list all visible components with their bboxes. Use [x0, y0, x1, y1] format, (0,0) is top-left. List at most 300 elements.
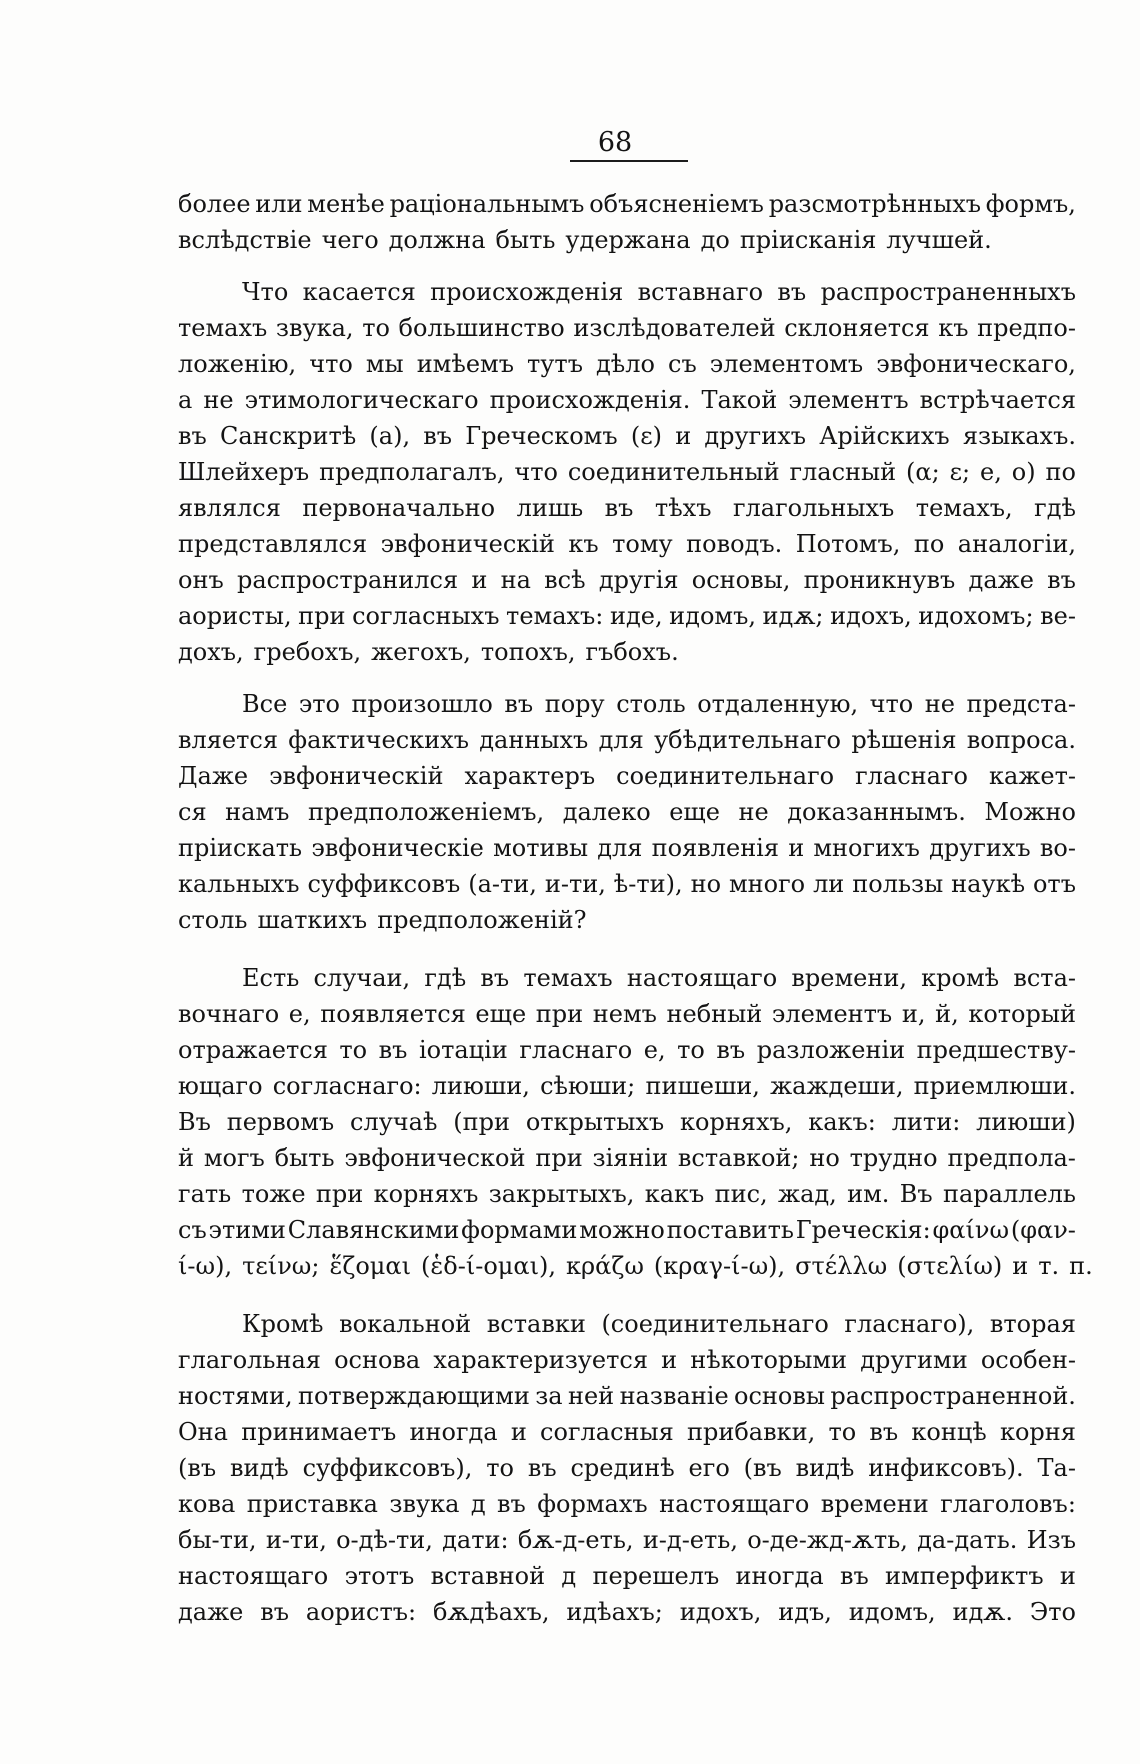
page-number: 68: [597, 127, 633, 158]
word: немъ: [592, 1000, 657, 1028]
word: пріискать: [178, 834, 303, 862]
word: гать: [178, 1180, 232, 1208]
word: шаткихъ: [257, 906, 368, 934]
text-line: [178, 382, 1076, 418]
word: параллель: [942, 1180, 1076, 1208]
word: пис,: [714, 1180, 768, 1208]
word: гласный: [789, 458, 897, 486]
word: и: [471, 566, 488, 594]
word: согласнаго:: [272, 1072, 422, 1100]
word: στέλλω: [795, 1252, 888, 1280]
word: раціональнымъ: [389, 190, 585, 218]
word: инфиксовъ).: [868, 1454, 1024, 1482]
text-line: [178, 1450, 1076, 1486]
word: еще: [669, 798, 720, 826]
word: темахъ:: [506, 602, 604, 630]
paragraph-gap: [178, 258, 1076, 274]
word: случаѣ: [350, 1108, 438, 1136]
word: идъ,: [778, 1598, 832, 1626]
word: къ: [938, 314, 969, 342]
word: съ: [178, 1216, 207, 1244]
word: происхожденія.: [489, 386, 691, 414]
word: тому: [612, 530, 673, 558]
word: корня: [999, 1418, 1076, 1446]
word: приемлюши.: [913, 1072, 1076, 1100]
word: до: [700, 226, 730, 254]
word: то: [677, 1036, 705, 1064]
word: по: [913, 530, 945, 558]
word: звука: [389, 1490, 460, 1518]
word: въ: [527, 1454, 557, 1482]
word: принимаетъ: [241, 1418, 397, 1446]
word: глагольныхъ: [732, 494, 895, 522]
word: гласнаго),: [844, 1310, 975, 1338]
word: эвфоническаго,: [876, 350, 1076, 378]
word: гдѣ: [424, 964, 467, 992]
word: (а-ти,: [468, 870, 537, 898]
word: вставной: [430, 1562, 546, 1590]
word: времени: [820, 1490, 929, 1518]
text-line: [178, 1212, 1076, 1248]
word: вста-: [1013, 964, 1076, 992]
word: что: [309, 350, 353, 378]
body-text: [178, 186, 1093, 1630]
text-line: [178, 1378, 1076, 1414]
word: кальныхъ: [178, 870, 300, 898]
word: то: [486, 1454, 514, 1482]
word: пишеши,: [645, 1072, 760, 1100]
text-line: [178, 1594, 1076, 1630]
word: всѣ: [544, 566, 586, 594]
word: другихъ: [704, 422, 807, 450]
text-line: [178, 1558, 1076, 1594]
word: изслѣдователей: [573, 314, 776, 342]
word: Она: [178, 1418, 228, 1446]
word: Славянскими: [287, 1216, 460, 1244]
word: и-д-еть,: [642, 1526, 738, 1554]
word: ней: [567, 1382, 615, 1410]
word: и: [1059, 1562, 1076, 1590]
word: кова: [178, 1490, 236, 1518]
word: зіяніи: [592, 1144, 669, 1172]
word: столь: [178, 906, 248, 934]
word: вслѣдствіе: [178, 226, 312, 254]
word: отъ: [1032, 870, 1076, 898]
word: идѣахъ;: [566, 1598, 663, 1626]
word: по: [1045, 458, 1076, 486]
word: Та-: [1037, 1454, 1076, 1482]
word: могъ: [203, 1144, 265, 1172]
word: въ: [504, 690, 534, 718]
word: (въ: [743, 1454, 782, 1482]
text-line: [178, 686, 1076, 722]
word: въ: [839, 1562, 869, 1590]
word: еще: [475, 1000, 527, 1028]
word: какъ:: [808, 1108, 876, 1136]
word: Изъ: [1026, 1526, 1076, 1554]
text-line: [178, 1032, 1076, 1068]
text-line: [178, 526, 1076, 562]
word: и-ти,: [265, 1526, 327, 1554]
word: суффиксовъ: [307, 870, 461, 898]
word: пору: [544, 690, 605, 718]
paragraph-2: [178, 274, 1076, 670]
word: и: [661, 1346, 678, 1374]
word: намъ: [225, 798, 290, 826]
word: кромѣ: [921, 964, 1000, 992]
word: идѫ.: [952, 1598, 1013, 1626]
word: бѫдѣахъ,: [432, 1598, 550, 1626]
word: (ἑδ-ί-ομαι),: [421, 1252, 557, 1280]
word: съ: [668, 350, 697, 378]
text-line: [178, 1176, 1076, 1212]
word: гласнаго: [855, 762, 969, 790]
text-line: [178, 1104, 1076, 1140]
text-line: [178, 562, 1076, 598]
word: формами: [461, 1216, 578, 1244]
text-line: [178, 222, 1076, 258]
text-line: [178, 634, 1076, 670]
word: τείνω;: [242, 1252, 320, 1280]
word: темахъ: [523, 964, 613, 992]
word: ἕζομαι: [329, 1252, 412, 1280]
word: поставить: [666, 1216, 794, 1244]
word: Въ: [178, 1108, 211, 1136]
word: въ: [1047, 566, 1076, 594]
word: (ε): [630, 422, 662, 450]
word: имперфиктъ: [885, 1562, 1044, 1590]
word: основа: [334, 1346, 421, 1374]
word: жад,: [778, 1180, 837, 1208]
word: предста-: [966, 690, 1076, 718]
word: основы,: [691, 566, 791, 594]
word: ющаго: [178, 1072, 263, 1100]
text-line: [178, 1414, 1076, 1450]
text-line: [178, 490, 1076, 526]
word: (въ: [178, 1454, 217, 1482]
word: и-ти,: [544, 870, 606, 898]
word: т.: [1038, 1252, 1060, 1280]
word: бы-ти,: [178, 1526, 257, 1554]
word: лучшей.: [886, 226, 992, 254]
text-line: [178, 274, 1076, 310]
word: Потомъ,: [795, 530, 901, 558]
word: и,: [901, 1000, 926, 1028]
text-line: [178, 996, 1076, 1032]
word: формъ,: [985, 190, 1076, 218]
word: быть: [495, 226, 556, 254]
word: проникнувъ: [803, 566, 956, 594]
paragraph-gap: [178, 670, 1076, 686]
text-line: [178, 866, 1076, 902]
word: къ: [568, 530, 599, 558]
word: для: [597, 834, 643, 862]
word: этими: [208, 1216, 286, 1244]
word: многихъ: [813, 834, 920, 862]
word: Такой: [701, 386, 778, 414]
word: при: [298, 602, 346, 630]
word: то: [339, 1036, 368, 1064]
word: элементъ: [788, 386, 909, 414]
word: какъ: [644, 1180, 705, 1208]
word: (φαν-: [1010, 1216, 1076, 1244]
word: согласныхъ: [352, 602, 500, 630]
word: можно: [579, 1216, 665, 1244]
word: соединительнаго: [616, 762, 835, 790]
word: идохомъ;: [918, 602, 1034, 630]
word: другими: [860, 1346, 968, 1374]
word: времени,: [791, 964, 907, 992]
word: убѣдительнаго: [654, 726, 841, 754]
word: этимологическаго: [244, 386, 479, 414]
word: топохъ,: [480, 638, 576, 666]
word: встрѣчается: [919, 386, 1076, 414]
word: тутъ: [527, 350, 583, 378]
word: названіе: [619, 1382, 729, 1410]
word: въ: [423, 422, 453, 450]
word: менѣе: [307, 190, 385, 218]
word: въ: [869, 1418, 899, 1446]
word: лити:: [891, 1108, 961, 1136]
word: не: [203, 386, 234, 414]
word: гребохъ,: [253, 638, 362, 666]
word: случаи,: [313, 964, 411, 992]
word: разложеніи: [756, 1036, 906, 1064]
word: й: [178, 1144, 194, 1172]
word: но: [690, 870, 722, 898]
word: вставки: [486, 1310, 586, 1338]
word: элементомъ: [709, 350, 864, 378]
word: за: [535, 1382, 563, 1410]
word: должна: [388, 226, 486, 254]
paragraph-4: [178, 960, 1093, 1284]
word: характеризуется: [433, 1346, 648, 1374]
word: и: [510, 1418, 527, 1446]
word: рѣшенія: [851, 726, 957, 754]
word: основы: [734, 1382, 825, 1410]
word: о): [1011, 458, 1036, 486]
word: видѣ: [795, 1454, 855, 1482]
text-line: [178, 310, 1076, 346]
word: вокальной: [339, 1310, 472, 1338]
word: (соединительнаго: [601, 1310, 829, 1338]
word: касается: [302, 278, 416, 306]
word: иде,: [609, 602, 663, 630]
word: въ: [604, 494, 634, 522]
word: приставка: [246, 1490, 378, 1518]
word: корняхъ: [373, 1180, 479, 1208]
word: е,: [643, 1036, 666, 1064]
word: большинство: [398, 314, 565, 342]
paragraph-1: [178, 186, 1076, 258]
word: этотъ: [344, 1562, 415, 1590]
word: небный: [666, 1000, 763, 1028]
word: вставнаго: [637, 278, 764, 306]
word: въ: [716, 1036, 746, 1064]
word: Арійскихъ: [819, 422, 950, 450]
word: появляется: [320, 1000, 466, 1028]
word: соединительный: [567, 458, 780, 486]
word: срединѣ: [570, 1454, 675, 1482]
word: (στελίω): [897, 1252, 1003, 1280]
word: распространенной.: [830, 1382, 1076, 1410]
word: мы: [365, 350, 404, 378]
word: кажет-: [989, 762, 1076, 790]
word: (κραγ-ί-ω),: [653, 1252, 786, 1280]
word: пріисканія: [739, 226, 877, 254]
word: вопроса.: [966, 726, 1076, 754]
word: при: [315, 1180, 364, 1208]
word: для: [598, 726, 644, 754]
word: эвфоническій: [380, 530, 555, 558]
word: и: [1012, 1252, 1029, 1280]
word: другія: [598, 566, 679, 594]
word: идомъ,: [848, 1598, 936, 1626]
text-line: [178, 1140, 1076, 1176]
word: идохъ,: [830, 602, 912, 630]
word: объясненіемъ: [589, 190, 764, 218]
word: предположеніемъ,: [307, 798, 545, 826]
text-line: [178, 902, 1076, 938]
word: да-дать.: [917, 1526, 1018, 1554]
word: темахъ: [178, 314, 268, 342]
word: элементъ: [771, 1000, 893, 1028]
word: Греческія:: [795, 1216, 931, 1244]
paragraph-gap: [178, 1284, 1076, 1306]
word: пользы: [852, 870, 944, 898]
word: являлся: [178, 494, 281, 522]
word: чего: [321, 226, 379, 254]
word: или: [255, 190, 303, 218]
word: представлялся: [178, 530, 368, 558]
word: й,: [935, 1000, 959, 1028]
word: ностями,: [178, 1382, 293, 1410]
word: (α;: [906, 458, 940, 486]
word: суффиксовъ),: [302, 1454, 473, 1482]
word: формахъ: [537, 1490, 648, 1518]
word: который: [968, 1000, 1076, 1028]
word: жегохъ,: [371, 638, 471, 666]
word: настоящаго: [626, 964, 778, 992]
word: при: [535, 1000, 584, 1028]
word: Кромѣ: [242, 1310, 324, 1338]
word: дати:: [442, 1526, 509, 1554]
word: перешелъ: [592, 1562, 720, 1590]
word: φαίνω: [932, 1216, 1010, 1244]
word: Все: [242, 690, 288, 718]
word: дохъ,: [178, 638, 244, 666]
word: предполагалъ,: [319, 458, 505, 486]
word: склоняется: [784, 314, 930, 342]
word: вставкой;: [677, 1144, 800, 1172]
word: темахъ,: [915, 494, 1013, 522]
word: им.: [847, 1180, 890, 1208]
word: ί-ω),: [178, 1252, 233, 1280]
word: (при: [453, 1108, 510, 1136]
word: въ: [178, 422, 207, 450]
word: глаголовъ:: [940, 1490, 1076, 1518]
word: мотивы: [493, 834, 589, 862]
word: ся: [178, 798, 207, 826]
text-line: [178, 346, 1076, 382]
word: далеко: [562, 798, 651, 826]
word: е,: [980, 458, 1002, 486]
word: дѣло: [596, 350, 655, 378]
word: но: [809, 1144, 840, 1172]
word: видѣ: [230, 1454, 289, 1482]
word: вторая: [989, 1310, 1076, 1338]
word: концѣ: [911, 1418, 987, 1446]
word: то: [362, 314, 390, 342]
word: отражается: [178, 1036, 328, 1064]
text-line: [178, 1248, 1093, 1284]
word: его: [688, 1454, 730, 1482]
word: это: [298, 690, 340, 718]
word: гдѣ: [1034, 494, 1076, 522]
word: фактическихъ: [288, 726, 469, 754]
word: Можно: [984, 798, 1076, 826]
word: въ: [497, 1490, 526, 1518]
word: и: [788, 834, 805, 862]
word: настоящаго: [659, 1490, 810, 1518]
word: имѣемъ: [416, 350, 514, 378]
word: іотаціи: [418, 1036, 508, 1064]
word: разсмотрѣнныхъ: [768, 190, 982, 218]
word: другихъ: [929, 834, 1031, 862]
text-line: [178, 1068, 1076, 1104]
word: доказаннымъ.: [787, 798, 966, 826]
word: предпо-: [977, 314, 1076, 342]
word: κράζω: [566, 1252, 644, 1280]
text-line: [178, 1522, 1076, 1558]
word: эвфоническіе: [311, 834, 484, 862]
word: о-де-жд-ѫть,: [747, 1526, 908, 1554]
word: характеръ: [464, 762, 596, 790]
text-line: [178, 418, 1076, 454]
paragraph-5: [178, 1306, 1076, 1630]
word: вляется: [178, 726, 278, 754]
word: даже: [968, 566, 1034, 594]
word: первоначально: [302, 494, 496, 522]
word: аналогіи,: [957, 530, 1076, 558]
paragraph-gap: [178, 938, 1076, 960]
word: е,: [288, 1000, 311, 1028]
word: предположеній?: [377, 906, 587, 934]
word: аористъ:: [305, 1598, 417, 1626]
word: о-дѣ-ти,: [336, 1526, 433, 1554]
word: а: [178, 386, 193, 414]
word: Греческомъ: [465, 422, 618, 450]
word: д: [470, 1490, 486, 1518]
word: распространенныхъ: [820, 278, 1076, 306]
word: закрытыхъ,: [488, 1180, 635, 1208]
word: не: [738, 798, 769, 826]
text-line: [178, 454, 1076, 490]
word: первомъ: [226, 1108, 335, 1136]
word: эвфонической: [344, 1144, 526, 1172]
word: поводъ.: [686, 530, 783, 558]
word: въ: [378, 1036, 408, 1064]
word: бѫ-д-еть,: [517, 1526, 634, 1554]
word: языкахъ.: [962, 422, 1076, 450]
page-number-rule: [570, 160, 688, 162]
word: при: [535, 1144, 583, 1172]
word: во-: [1039, 834, 1076, 862]
text-line: [178, 1306, 1076, 1342]
text-line: [178, 960, 1076, 996]
word: трудно: [849, 1144, 938, 1172]
word: лиюши): [976, 1108, 1076, 1136]
